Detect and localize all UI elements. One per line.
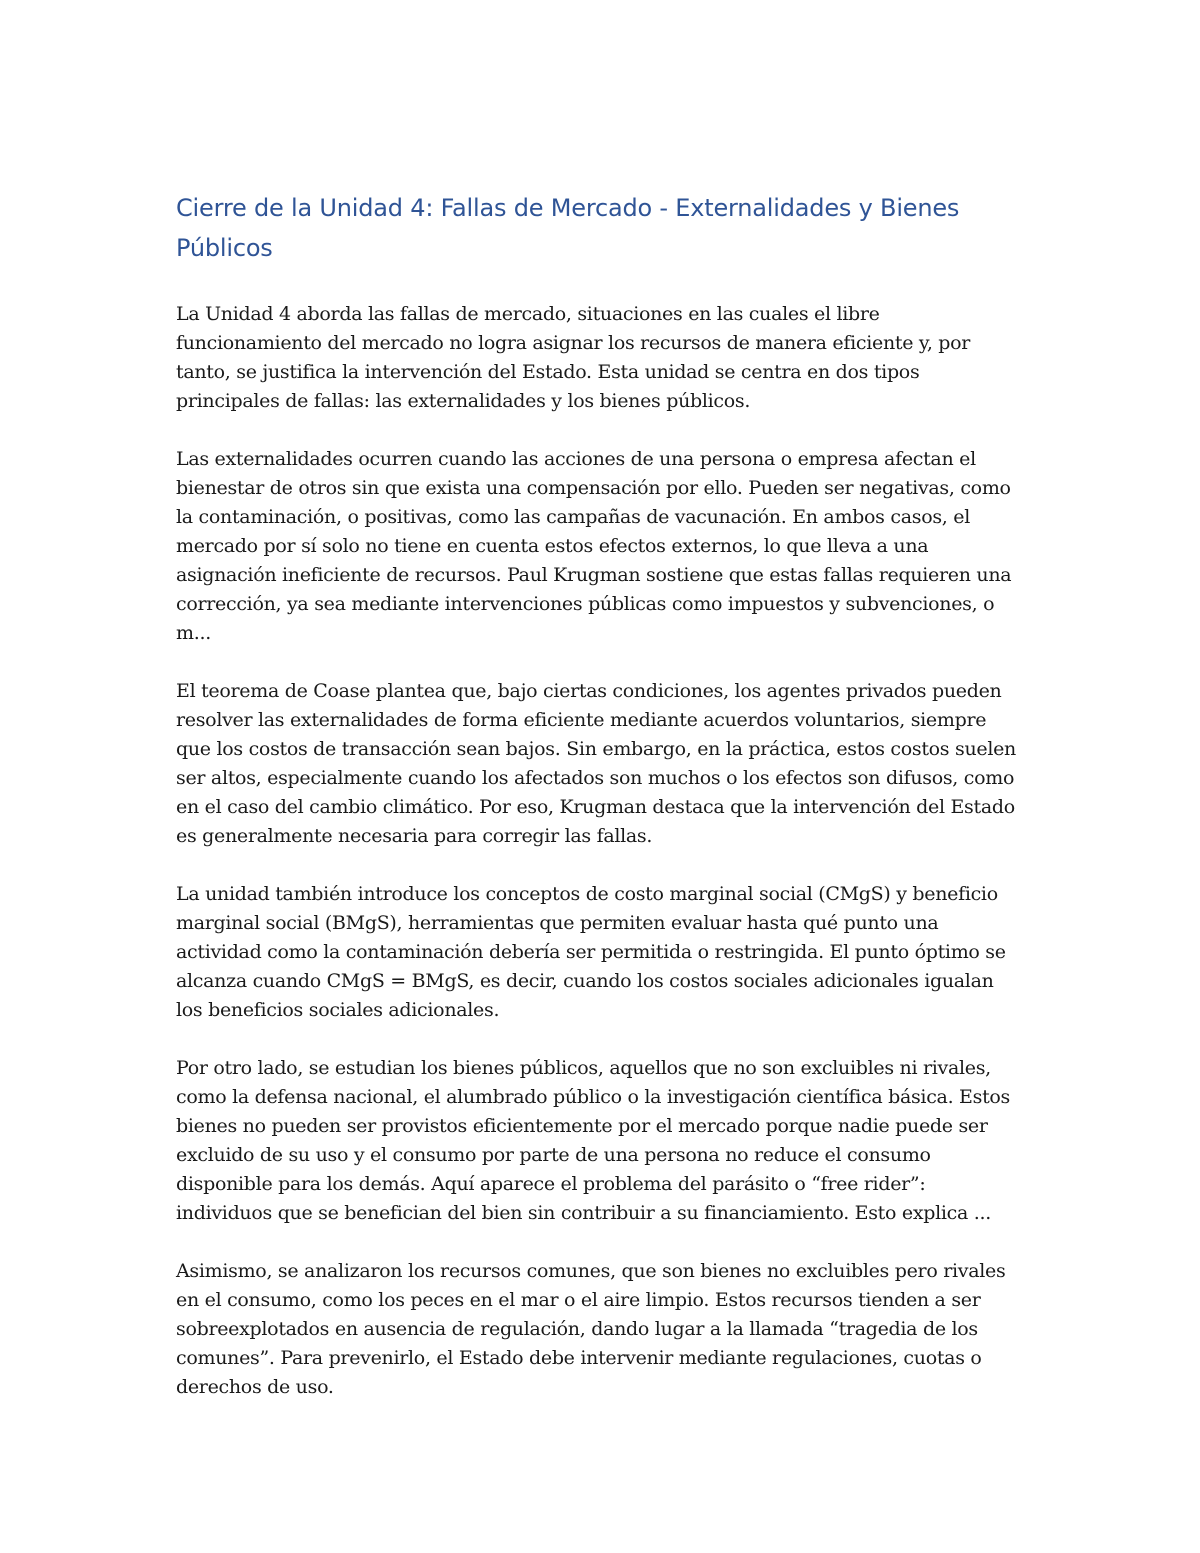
paragraph-coase-theorem: El teorema de Coase plantea que, bajo ciertas condiciones, los agentes privados pueden resolver las externalidades de forma eficiente mediante acuerdos voluntarios, siempre que los costos de transacción sean bajos. Sin embargo, en la práctica, estos costos suelen ser altos, especialmente cuando los afectados son muchos o los efectos son difusos, como en el caso del cambio climático. Por eso, Krugman destaca que la intervención del Estado es generalmente necesaria para corregir las fallas.: [176, 680, 1016, 847]
paragraph-common-resources: Asimismo, se analizaron los recursos comunes, que son bienes no excluibles pero rivales en el consumo, como los peces en el mar o el aire limpio. Estos recursos tienden a ser sobreexplotados en ausencia de regulación, dando lugar a la llamada “tragedia de los comunes”. Para prevenirlo, el Estado debe intervenir mediante regulaciones, cuotas o derechos de uso.: [176, 1260, 1006, 1398]
paragraph-externalities: Las externalidades ocurren cuando las acciones de una persona o empresa afectan el bienestar de otros sin que exista una compensación por ello. Pueden ser negativas, como la contaminación, o positivas, como las campañas de vacunación. En ambos casos, el mercado por sí solo no tiene en cuenta estos efectos externos, lo que lleva a una asignación ineficiente de recursos. Paul Krugman sostiene que estas fallas requieren una corrección, ya sea mediante intervenciones públicas como impuestos y subvenciones, o m...: [176, 448, 1012, 644]
paragraph-public-goods: Por otro lado, se estudian los bienes públicos, aquellos que no son excluibles ni rivales, como la defensa nacional, el alumbrado público o la investigación científica básica. Estos bienes no pueden ser provistos eficientemente por el mercado porque nadie puede ser excluido de su uso y el consumo por parte de una persona no reduce el consumo disponible para los demás. Aquí aparece el problema del parásito o “free rider”: individuos que se benefician del bien sin contribuir a su financiamiento. Esto explica ...: [176, 1057, 1011, 1224]
document-title: Cierre de la Unidad 4: Fallas de Mercado - Externalidades y Bienes Públicos: [176, 194, 960, 262]
document-body: [176, 188, 1024, 1431]
paragraph-marginal-social-cost: La unidad también introduce los conceptos de costo marginal social (CMgS) y beneficio marginal social (BMgS), herramientas que permiten evaluar hasta qué punto una actividad como la contaminación debería ser permitida o restringida. El punto óptimo se alcanza cuando CMgS = BMgS, es decir, cuando los costos sociales adicionales igualan los beneficios sociales adicionales.: [176, 883, 1006, 1021]
paragraph-intro: La Unidad 4 aborda las fallas de mercado, situaciones en las cuales el libre funcionamiento del mercado no logra asignar los recursos de manera eficiente y, por tanto, se justifica la intervención del Estado. Esta unidad se centra en dos tipos principales de fallas: las externalidades y los bienes públicos.: [176, 303, 971, 412]
